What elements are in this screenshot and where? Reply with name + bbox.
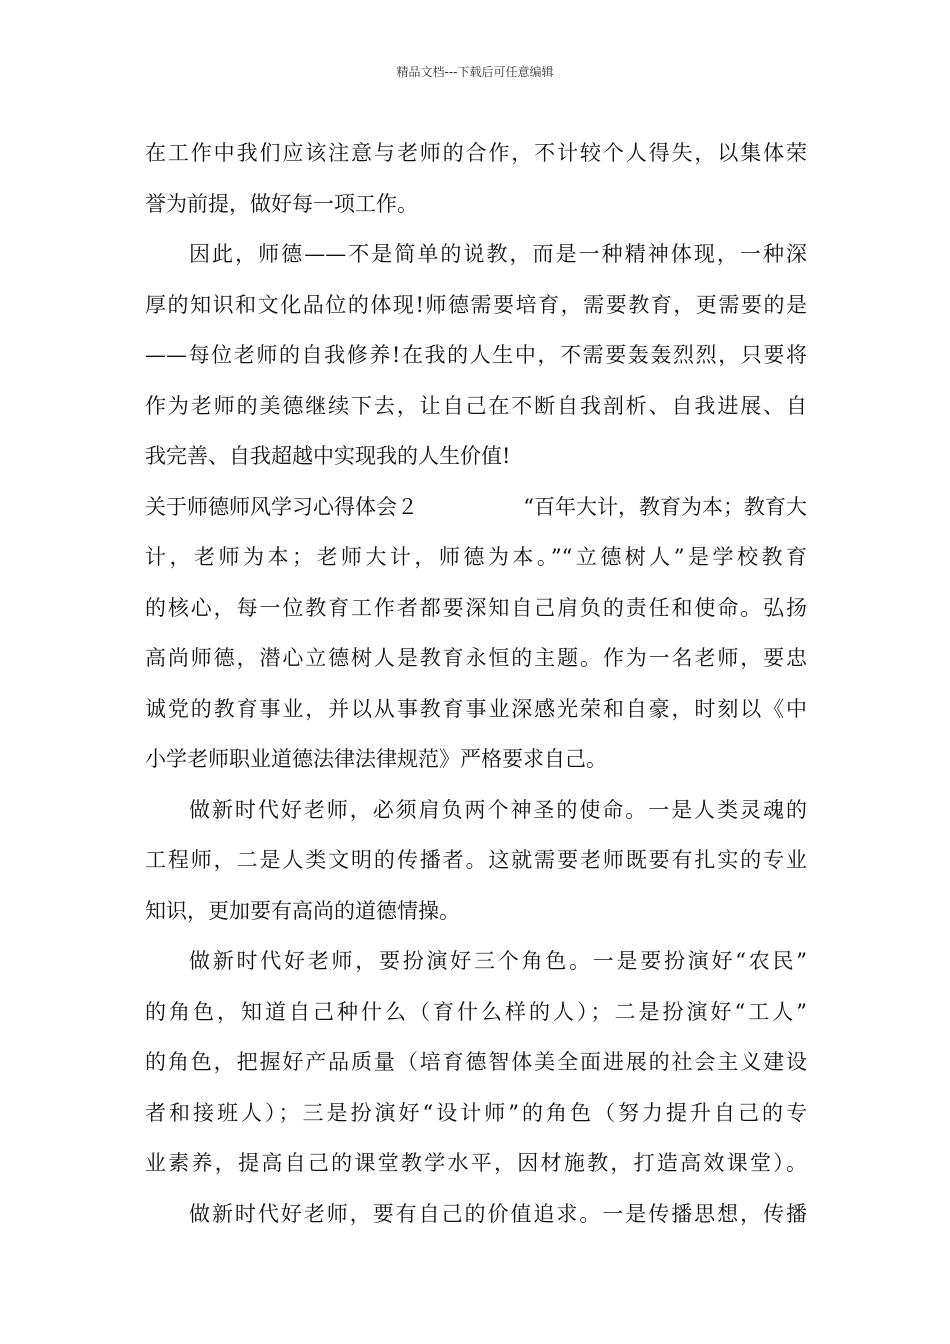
text-line: 的角色，把握好产品质量（培育德智体美全面进展的社会主义建设 <box>145 1050 807 1074</box>
text-line: 工程师，二是人类文明的传播者。这就需要老师既要有扎实的专业 <box>145 848 807 872</box>
paragraph-first-line: 做新时代好老师，要有自己的价值追求。一是传播思想，传播 <box>189 1201 807 1226</box>
text-line: 计，老师为本；老师大计，师德为本。”“立德树人”是学校教育 <box>145 545 807 569</box>
text-line: 高尚师德，潜心立德树人是教育永恒的主题。作为一名老师，要忠 <box>145 646 807 670</box>
paragraph-first-line: 做新时代好老师，要扮演好三个角色。一是要扮演好“农民” <box>189 949 807 973</box>
text-line: 我完善、自我超越中实现我的人生价值! <box>145 444 511 468</box>
text-line: 知识，更加要有高尚的道德情操。 <box>145 898 460 923</box>
section-title: 关于师德师风学习心得体会２ <box>145 494 418 519</box>
text-line: 作为老师的美德继续下去，让自己在不断自我剖析、自我进展、自 <box>145 393 807 418</box>
text-line: 业素养，提高自己的课堂教学水平，因材施教，打造高效课堂）。 <box>145 1151 807 1175</box>
section-title-line <box>145 482 807 533</box>
text-line: 的角色，知道自己种什么（育什么样的人）；二是扮演好“工人” <box>145 999 807 1024</box>
text-line: ——每位老师的自我修养!在我的人生中，不需要轰轰烈烈，只要将 <box>145 343 807 367</box>
document-body <box>145 128 807 1239</box>
text-line: 誉为前提，做好每一项工作。 <box>145 191 418 216</box>
paragraph-first-line: 因此，师德——不是简单的说教，而是一种精神体现，一种深 <box>189 242 807 266</box>
text-line: 厚的知识和文化品位的体现!师德需要培育，需要教育，更需要的是 <box>145 292 807 317</box>
text-line: “百年大计，教育为本；教育大 <box>523 494 807 519</box>
text-line: 诚党的教育事业，并以从事教育事业深感光荣和自豪，时刻以《中 <box>145 696 807 721</box>
text-line: 者和接班人）；三是扮演好“设计师”的角色（努力提升自己的专 <box>145 1100 807 1125</box>
text-line: 在工作中我们应该注意与老师的合作，不计较个人得失，以集体荣 <box>145 141 807 165</box>
text-line: 的核心，每一位教育工作者都要深知自己肩负的责任和使命。弘扬 <box>145 595 807 620</box>
page-header: 精品文档---下载后可任意编辑 <box>396 65 554 79</box>
text-line: 小学老师职业道德法律法律规范》严格要求自己。 <box>145 747 607 771</box>
paragraph-first-line: 做新时代好老师，必须肩负两个神圣的使命。一是人类灵魂的 <box>189 797 807 822</box>
